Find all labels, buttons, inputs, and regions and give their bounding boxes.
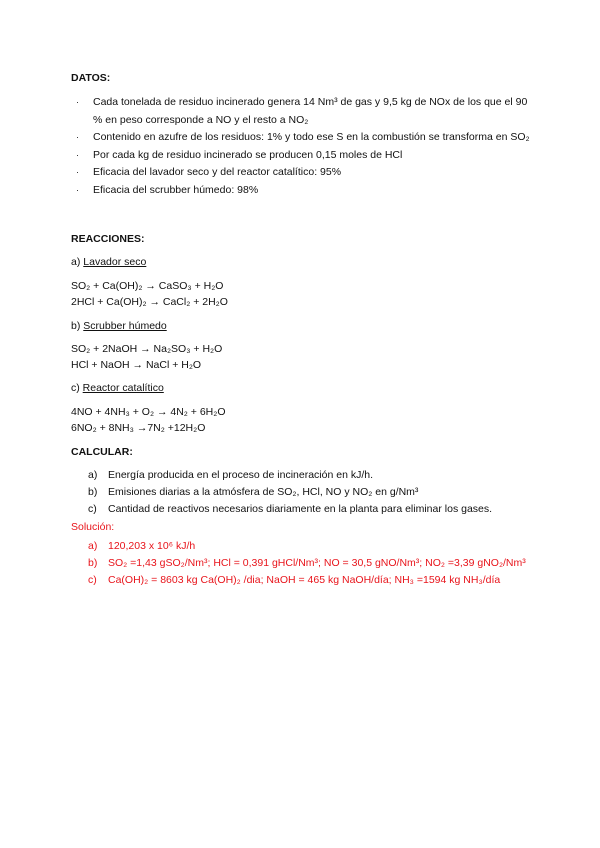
reaction-b-heading: b) Scrubber húmedo (71, 320, 167, 332)
bullet-icon: · (76, 132, 79, 142)
reaction-b-eq2: HCl + NaOH → NaCl + H₂O (71, 359, 202, 371)
solucion-item: a) 120,203 x 10⁶ kJ/h (88, 540, 196, 552)
datos-item: · Contenido en azufre de los residuos: 1% y todo ese S en la combustión se transforma en SO₂ (76, 129, 536, 147)
bullet-icon: · (76, 184, 79, 195)
datos-heading: DATOS: (71, 72, 111, 84)
solucion-item: b) SO₂ =1,43 gSO₂/Nm³; HCl = 0,391 gHCl/Nm³; NO = 30,5 gNO/Nm³; NO₂ =3,39 gNO₂/Nm³ (88, 557, 526, 569)
solucion-heading: Solución: (71, 521, 115, 533)
calcular-list (88, 467, 492, 518)
datos-item: · Eficacia del lavador seco y del reactor catalítico: 95% (76, 164, 536, 182)
solucion-list (88, 538, 526, 589)
reaction-b-eq1: SO₂ + 2NaOH → Na₂SO₃ + H₂O (71, 343, 223, 355)
calcular-item: b) Emisiones diarias a la atmósfera de SO₂, HCl, NO y NO₂ en g/Nm³ (88, 486, 419, 498)
calcular-item: c) Cantidad de reactivos necesarios diariamente en la planta para eliminar los gases. (88, 503, 493, 515)
reaction-c-eq1: 4NO + 4NH₃ + O₂ → 4N₂ + 6H₂O (71, 406, 226, 418)
reacciones-heading: REACCIONES: (71, 233, 145, 245)
reaction-a-eq2: 2HCl + Ca(OH)₂ → CaCl₂ + 2H₂O (71, 296, 228, 308)
bullet-icon: · (76, 167, 79, 177)
datos-list (76, 94, 536, 199)
datos-item: · Cada tonelada de residuo incinerado genera 14 Nm³ de gas y 9,5 kg de NOx de los que el 90 % en peso corresponde a NO y el resto a NO₂ (76, 96, 528, 126)
reaction-c-heading: c) Reactor catalítico (71, 382, 164, 394)
bullet-icon: · (76, 97, 79, 107)
reaction-a-heading: a) Lavador seco (71, 256, 147, 268)
reaction-c-eq2: 6NO₂ + 8NH₃ →7N₂ +12H₂O (71, 422, 206, 434)
bullet-icon: · (76, 149, 79, 160)
reaction-a-eq1: SO₂ + Ca(OH)₂ → CaSO₃ + H₂O (71, 280, 224, 292)
calcular-item: a) Energía producida en el proceso de incineración en kJ/h. (88, 469, 374, 481)
calcular-heading: CALCULAR: (71, 446, 133, 458)
datos-item: · Eficacia del scrubber húmedo: 98% (76, 182, 536, 200)
solucion-item: c) Ca(OH)₂ = 8603 kg Ca(OH)₂ /dia; NaOH = 465 kg NaOH/día; NH₃ =1594 kg NH₃/día (88, 574, 501, 586)
datos-item: · Por cada kg de residuo incinerado se producen 0,15 moles de HCl (76, 147, 536, 165)
